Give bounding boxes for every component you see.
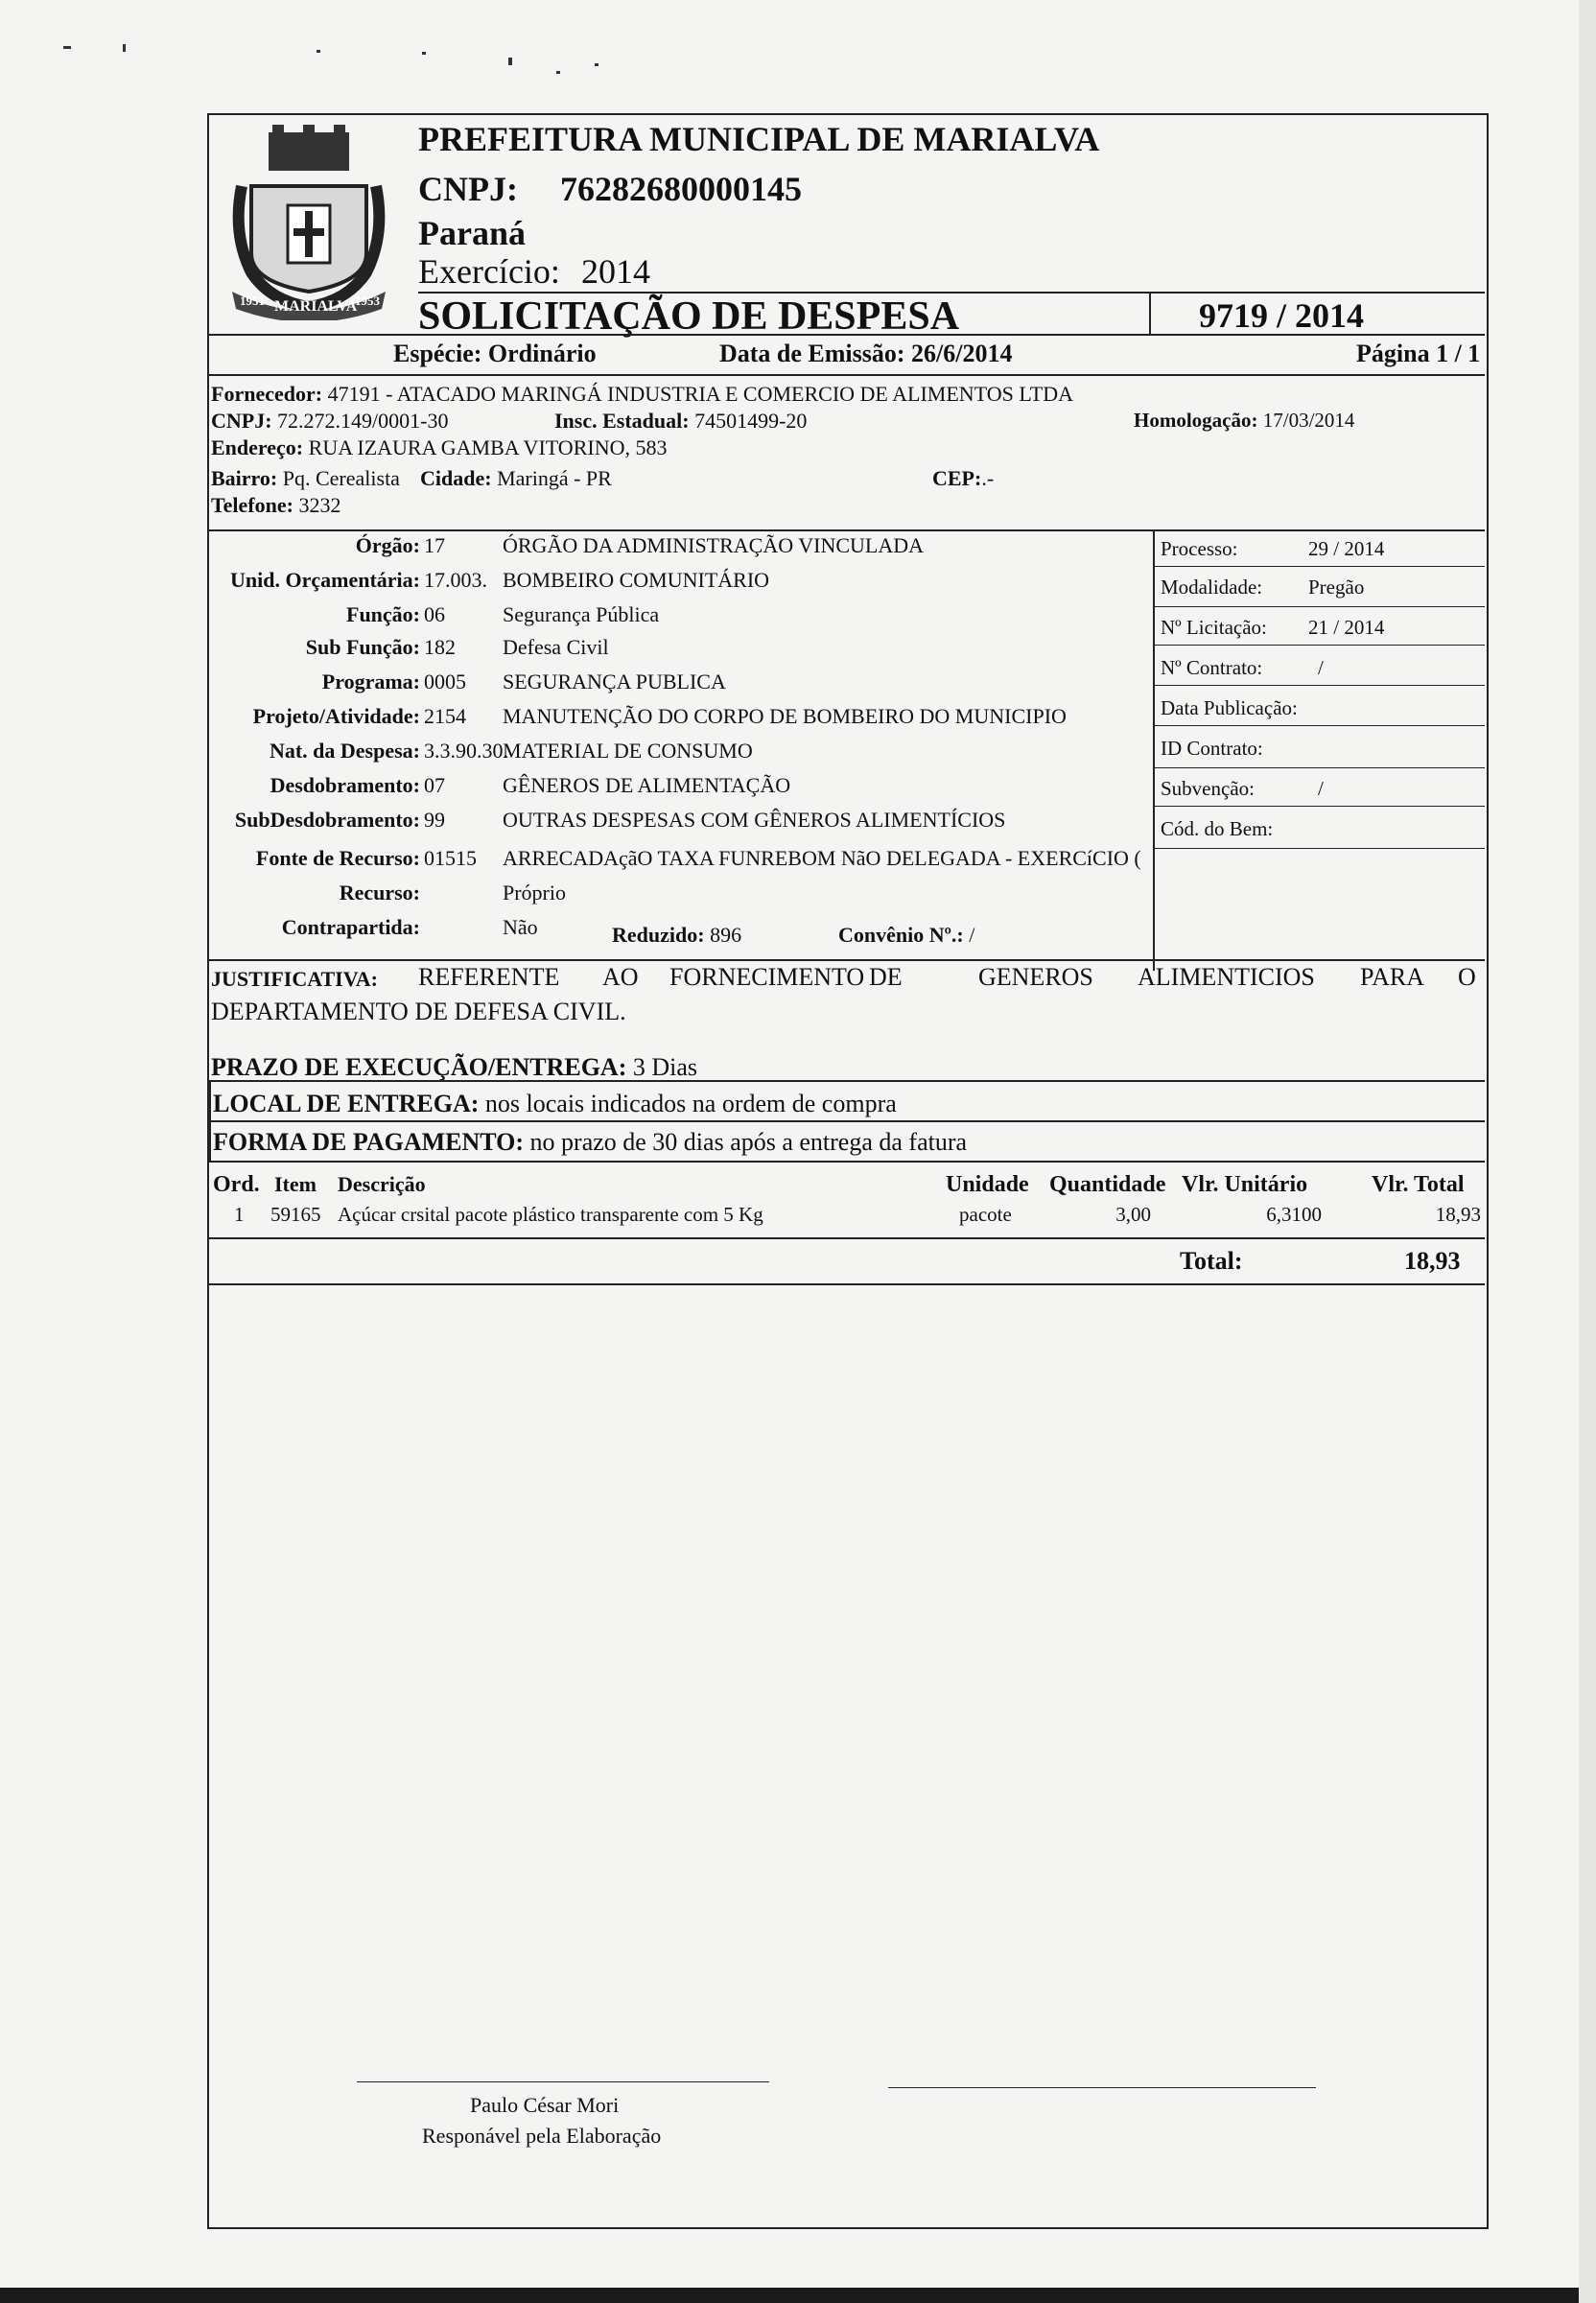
- col-ord: Ord.: [213, 1172, 260, 1197]
- orcamento-label: Sub Função:: [305, 635, 420, 659]
- justificativa-word: REFERENTE: [418, 963, 560, 991]
- orcamento-label: Fonte de Recurso:: [255, 846, 420, 870]
- convenio: Convênio Nº.: /: [838, 923, 975, 947]
- orcamento-code: 17: [424, 533, 445, 557]
- cnpj-label: CNPJ:: [418, 170, 518, 208]
- processo-label: Processo:: [1161, 537, 1238, 560]
- orcamento-label: SubDesdobramento:: [234, 808, 420, 832]
- item-quantidade: 3,00: [1115, 1203, 1151, 1226]
- orcamento-desc: MANUTENÇÃO DO CORPO DE BOMBEIRO DO MUNICIPIO: [503, 704, 1067, 728]
- seal-text: MARIALVA: [274, 298, 358, 315]
- cnpj-fornecedor: CNPJ: 72.272.149/0001-30: [211, 409, 449, 433]
- orcamento-desc: Defesa Civil: [503, 635, 609, 659]
- orcamento-desc: Próprio: [503, 881, 566, 905]
- col-total: Vlr. Total: [1372, 1172, 1465, 1197]
- item-item: 59165: [270, 1203, 321, 1226]
- orcamento-code: 06: [424, 602, 445, 626]
- orcamento-label: Programa:: [321, 670, 420, 693]
- seal-year-right: 1953: [355, 294, 380, 308]
- orcamento-code: 2154: [424, 704, 466, 728]
- data-emissao: Data de Emissão: 26/6/2014: [719, 340, 1013, 367]
- orcamento-code: 07: [424, 773, 445, 797]
- orcamento-label: Unid. Orçamentária:: [230, 568, 420, 592]
- id-contrato-label: ID Contrato:: [1161, 737, 1263, 760]
- subvencao-label: Subvenção:: [1161, 777, 1255, 800]
- justificativa-word: O: [1458, 963, 1476, 991]
- total-value: 18,93: [1404, 1247, 1461, 1275]
- justificativa-line2: DEPARTAMENTO DE DEFESA CIVIL.: [211, 998, 626, 1025]
- item-total: 18,93: [1435, 1203, 1481, 1226]
- reduzido: Reduzido: 896: [612, 923, 742, 947]
- modalidade-value: Pregão: [1308, 576, 1365, 599]
- insc-estadual: Insc. Estadual: 74501499-20: [554, 409, 808, 433]
- orcamento-desc: MATERIAL DE CONSUMO: [503, 739, 753, 763]
- orcamento-label: Recurso:: [339, 881, 420, 905]
- contrato-value: /: [1318, 656, 1324, 679]
- orcamento-desc: ARRECADAçãO TAXA FUNREBOM NãO DELEGADA - EXERCíCIO (: [503, 846, 1141, 870]
- orcamento-code: 99: [424, 808, 445, 832]
- col-unidade: Unidade: [946, 1172, 1029, 1197]
- orcamento-desc: ÓRGÃO DA ADMINISTRAÇÃO VINCULADA: [503, 533, 925, 557]
- cidade: Cidade: Maringá - PR: [420, 466, 612, 490]
- orcamento-desc: Segurança Pública: [503, 602, 660, 626]
- exercicio-value: 2014: [581, 252, 650, 291]
- cnpj-value: 76282680000145: [560, 170, 802, 208]
- item-unitario: 6,3100: [1266, 1203, 1322, 1226]
- local-entrega: LOCAL DE ENTREGA: nos locais indicados na ordem de compra: [213, 1090, 897, 1117]
- processo-value: 29 / 2014: [1308, 537, 1385, 560]
- fornecedor-value: 47191 - ATACADO MARINGÁ INDUSTRIA E COMERCIO DE ALIMENTOS LTDA: [327, 382, 1073, 406]
- orcamento-code: 17.003.: [424, 568, 487, 592]
- orcamento-label: Nat. da Despesa:: [269, 739, 420, 763]
- municipal-seal: [213, 119, 405, 320]
- cod-bem-label: Cód. do Bem:: [1161, 817, 1274, 840]
- exercicio-label: Exercício:: [418, 252, 560, 291]
- publicacao-label: Data Publicação:: [1161, 696, 1298, 719]
- orcamento-label: Órgão:: [355, 533, 420, 557]
- homologacao: Homologação: 17/03/2014: [1134, 409, 1355, 432]
- justificativa-word: GENEROS: [978, 963, 1093, 991]
- justificativa-label: JUSTIFICATIVA:: [211, 967, 379, 991]
- assinatura-nome: Paulo César Mori: [470, 2093, 620, 2117]
- cep: CEP:.-: [932, 466, 995, 490]
- col-quantidade: Quantidade: [1049, 1172, 1166, 1197]
- orcamento-desc: GÊNEROS DE ALIMENTAÇÃO: [503, 773, 791, 797]
- justificativa-word: ALIMENTICIOS: [1138, 963, 1315, 991]
- estado: Paraná: [418, 214, 526, 252]
- assinatura-cargo: Responável pela Elaboração: [422, 2124, 662, 2148]
- endereco: Endereço: RUA IZAURA GAMBA VITORINO, 583: [211, 435, 668, 459]
- orcamento-code: 0005: [424, 670, 466, 693]
- col-unitario: Vlr. Unitário: [1182, 1172, 1308, 1197]
- doc-title: SOLICITAÇÃO DE DESPESA: [418, 294, 960, 339]
- prazo: PRAZO DE EXECUÇÃO/ENTREGA: 3 Dias: [211, 1053, 698, 1081]
- orcamento-label: Função:: [346, 602, 420, 626]
- prefeitura-title: PREFEITURA MUNICIPAL DE MARIALVA: [418, 120, 1100, 158]
- orcamento-desc: SEGURANÇA PUBLICA: [503, 670, 726, 693]
- doc-number: 9719 / 2014: [1199, 296, 1365, 335]
- orcamento-label: Projeto/Atividade:: [252, 704, 420, 728]
- telefone: Telefone: 3232: [211, 493, 341, 517]
- item-unidade: pacote: [959, 1203, 1012, 1226]
- licitacao-value: 21 / 2014: [1308, 616, 1385, 639]
- orcamento-code: 3.3.90.30.: [424, 739, 508, 763]
- item-descricao: Açúcar crsital pacote plástico transparente com 5 Kg: [338, 1203, 763, 1226]
- fornecedor-label: Fornecedor:: [211, 382, 323, 406]
- item-ord: 1: [234, 1203, 245, 1226]
- total-label: Total:: [1180, 1247, 1243, 1275]
- licitacao-label: Nº Licitação:: [1161, 616, 1267, 639]
- justificativa-word: FORNECIMENTO: [669, 963, 865, 991]
- seal-year-left: 1951: [240, 294, 265, 308]
- orcamento-desc: BOMBEIRO COMUNITÁRIO: [503, 568, 770, 592]
- bairro: Bairro: Pq. Cerealista: [211, 466, 400, 490]
- forma-pagamento: FORMA DE PAGAMENTO: no prazo de 30 dias após a entrega da fatura: [213, 1128, 968, 1156]
- orcamento-desc: Não: [503, 915, 538, 939]
- subvencao-value: /: [1318, 777, 1324, 800]
- pagina: Página 1 / 1: [1356, 340, 1481, 367]
- especie: Espécie: Ordinário: [393, 340, 597, 367]
- justificativa-word: PARA: [1360, 963, 1424, 991]
- orcamento-desc: OUTRAS DESPESAS COM GÊNEROS ALIMENTÍCIOS: [503, 808, 1006, 832]
- col-descricao: Descrição: [338, 1172, 426, 1196]
- col-item: Item: [274, 1172, 317, 1196]
- justificativa-word: AO: [602, 963, 639, 991]
- orcamento-code: 182: [424, 635, 456, 659]
- orcamento-label: Contrapartida:: [281, 915, 420, 939]
- fornecedor-line: [211, 382, 1073, 407]
- modalidade-label: Modalidade:: [1161, 576, 1263, 599]
- orcamento-code: 01515: [424, 846, 477, 870]
- justificativa-word: DE: [869, 963, 903, 991]
- contrato-label: Nº Contrato:: [1161, 656, 1263, 679]
- orcamento-label: Desdobramento:: [270, 773, 420, 797]
